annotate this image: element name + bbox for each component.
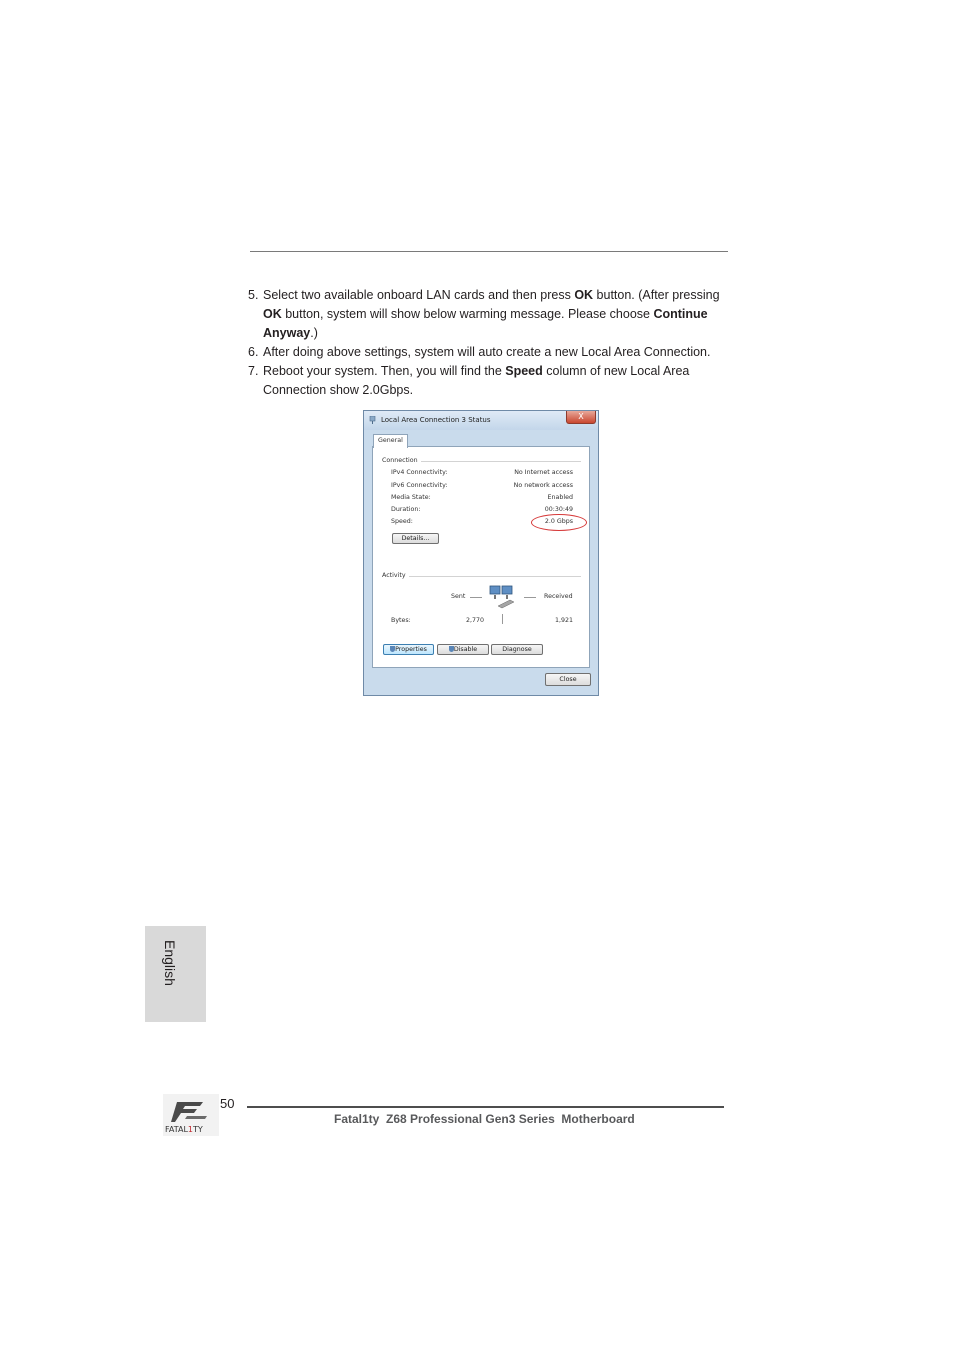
group-divider (409, 576, 581, 577)
bold-run: Continue Anyway (263, 307, 708, 340)
disable-button[interactable] (437, 644, 489, 655)
dialog-titlebar (364, 411, 598, 430)
bytes-label: Bytes: (391, 617, 411, 624)
bold-run: OK (574, 288, 594, 302)
dialog-title: Local Area Connection 3 Status (381, 416, 491, 424)
connection-group-label: Connection (382, 457, 418, 464)
step-text (263, 362, 738, 400)
close-icon[interactable]: X (566, 411, 596, 424)
bytes-sent-value: 2,770 (465, 617, 484, 624)
bold-run: OK (263, 307, 282, 321)
text-run: button. (After pressing (593, 288, 720, 302)
properties-label: Properties (395, 646, 427, 653)
activity-group-label: Activity (382, 572, 406, 579)
details-button[interactable]: Details... (392, 533, 439, 544)
language-label: English (162, 940, 178, 986)
text-run: button, system will show below warming message. Please choose (281, 307, 654, 321)
general-panel (372, 446, 590, 668)
duration-label: Duration: (391, 506, 421, 513)
sent-line (470, 597, 482, 598)
close-button[interactable]: Close (545, 673, 591, 686)
text-run: Reboot your system. Then, you will find the (263, 364, 506, 378)
instruction-list (248, 286, 738, 400)
bytes-separator (502, 614, 503, 624)
disable-label: Disable (453, 646, 478, 653)
duration-value: 00:30:49 (544, 506, 573, 513)
logo-text: FATAL1TY (165, 1125, 203, 1134)
ipv6-label: IPv6 Connectivity: (391, 482, 448, 489)
ipv4-value: No Internet access (514, 469, 573, 476)
network-icon (369, 416, 376, 424)
received-label: Received (544, 593, 573, 600)
diagnose-button[interactable]: Diagnose (491, 644, 543, 655)
media-state-label: Media State: (391, 494, 431, 501)
speed-value: 2.0 Gbps (544, 518, 573, 525)
sent-label: Sent (451, 593, 466, 600)
properties-button[interactable] (383, 644, 434, 655)
received-line (524, 597, 536, 598)
footer-divider (247, 1106, 724, 1108)
fatal1ty-logo (163, 1094, 219, 1136)
footer-title: Fatal1ty Z68 Professional Gen3 Series Motherboard (334, 1112, 635, 1126)
group-divider (421, 461, 581, 462)
bytes-received-value: 1,921 (554, 617, 573, 624)
speed-highlight-ellipse (531, 514, 587, 531)
text-run: Select two available onboard LAN cards and then press (263, 288, 575, 302)
text-run: column of new Local Area Connection show 2.0Gbps. (263, 364, 690, 397)
speed-label: Speed: (391, 518, 413, 525)
language-side-tab (145, 926, 206, 1022)
step-5 (248, 286, 738, 343)
network-computers-icon (488, 584, 518, 610)
step-text: After doing above settings, system will auto create a new Local Area Connection. (263, 345, 711, 359)
text-run: .) (310, 326, 318, 340)
connection-status-dialog (363, 410, 599, 696)
top-divider (250, 251, 728, 252)
ipv4-label: IPv4 Connectivity: (391, 469, 448, 476)
step-number: 7. (248, 364, 259, 378)
step-number: 5. (248, 288, 259, 302)
step-text (263, 286, 738, 343)
step-7 (248, 362, 738, 400)
bold-run: Speed (505, 364, 543, 378)
tab-general[interactable]: General (373, 434, 408, 448)
media-state-value: Enabled (547, 494, 573, 501)
ipv6-value: No network access (513, 482, 573, 489)
page-number: 50 (220, 1096, 235, 1111)
step-6 (248, 343, 738, 362)
step-number: 6. (248, 345, 259, 359)
